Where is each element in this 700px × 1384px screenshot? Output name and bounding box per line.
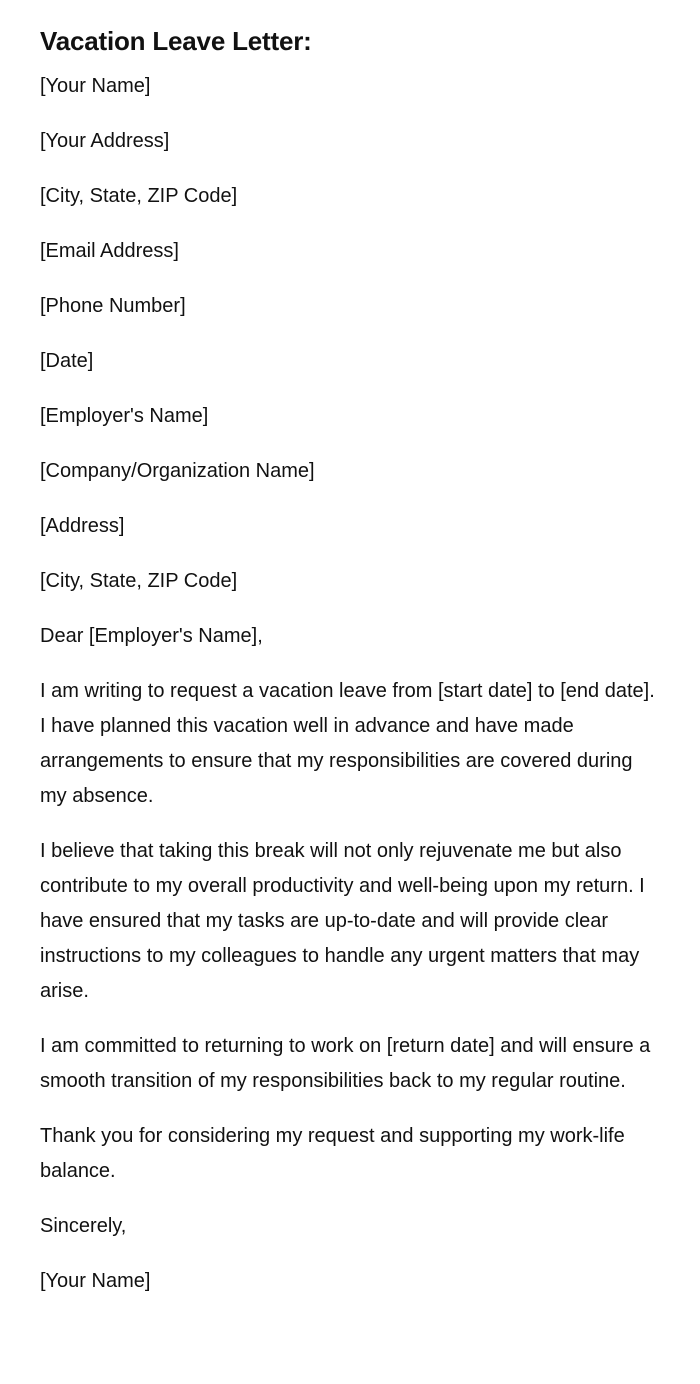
letter-date: [Date] bbox=[40, 350, 94, 372]
signature: [Your Name] bbox=[40, 1270, 151, 1292]
body-paragraph-benefits: I believe that taking this break will not only rejuvenate me but also contribute to my overall productivity and well-being upon my return. I have ensured that my tasks are up-to-date and will provide clear instructions to my colleagues to handle any urgent matters that may arise. bbox=[40, 840, 645, 1002]
sender-name: [Your Name] bbox=[40, 75, 151, 97]
employer-name: [Employer's Name] bbox=[40, 405, 209, 427]
company-address: [Address] bbox=[40, 515, 125, 537]
body-paragraph-request: I am writing to request a vacation leave from [start date] to [end date]. I have planned this vacation well in advance and have made arrangements to ensure that my responsibilities are covered during my absence. bbox=[40, 680, 655, 807]
sender-city-state-zip: [City, State, ZIP Code] bbox=[40, 185, 238, 207]
closing: Sincerely, bbox=[40, 1215, 127, 1237]
salutation: Dear [Employer's Name], bbox=[40, 625, 263, 647]
company-city-state-zip: [City, State, ZIP Code] bbox=[40, 570, 238, 592]
sender-address: [Your Address] bbox=[40, 130, 170, 152]
body-paragraph-return: I am committed to returning to work on [return date] and will ensure a smooth transition of my responsibilities back to my regular routine. bbox=[40, 1035, 651, 1092]
sender-email: [Email Address] bbox=[40, 240, 179, 262]
body-paragraph-thanks: Thank you for considering my request and supporting my work-life balance. bbox=[40, 1125, 625, 1182]
company-name: [Company/Organization Name] bbox=[40, 460, 315, 482]
letter-title: Vacation Leave Letter: bbox=[40, 26, 312, 56]
sender-phone: [Phone Number] bbox=[40, 295, 186, 317]
